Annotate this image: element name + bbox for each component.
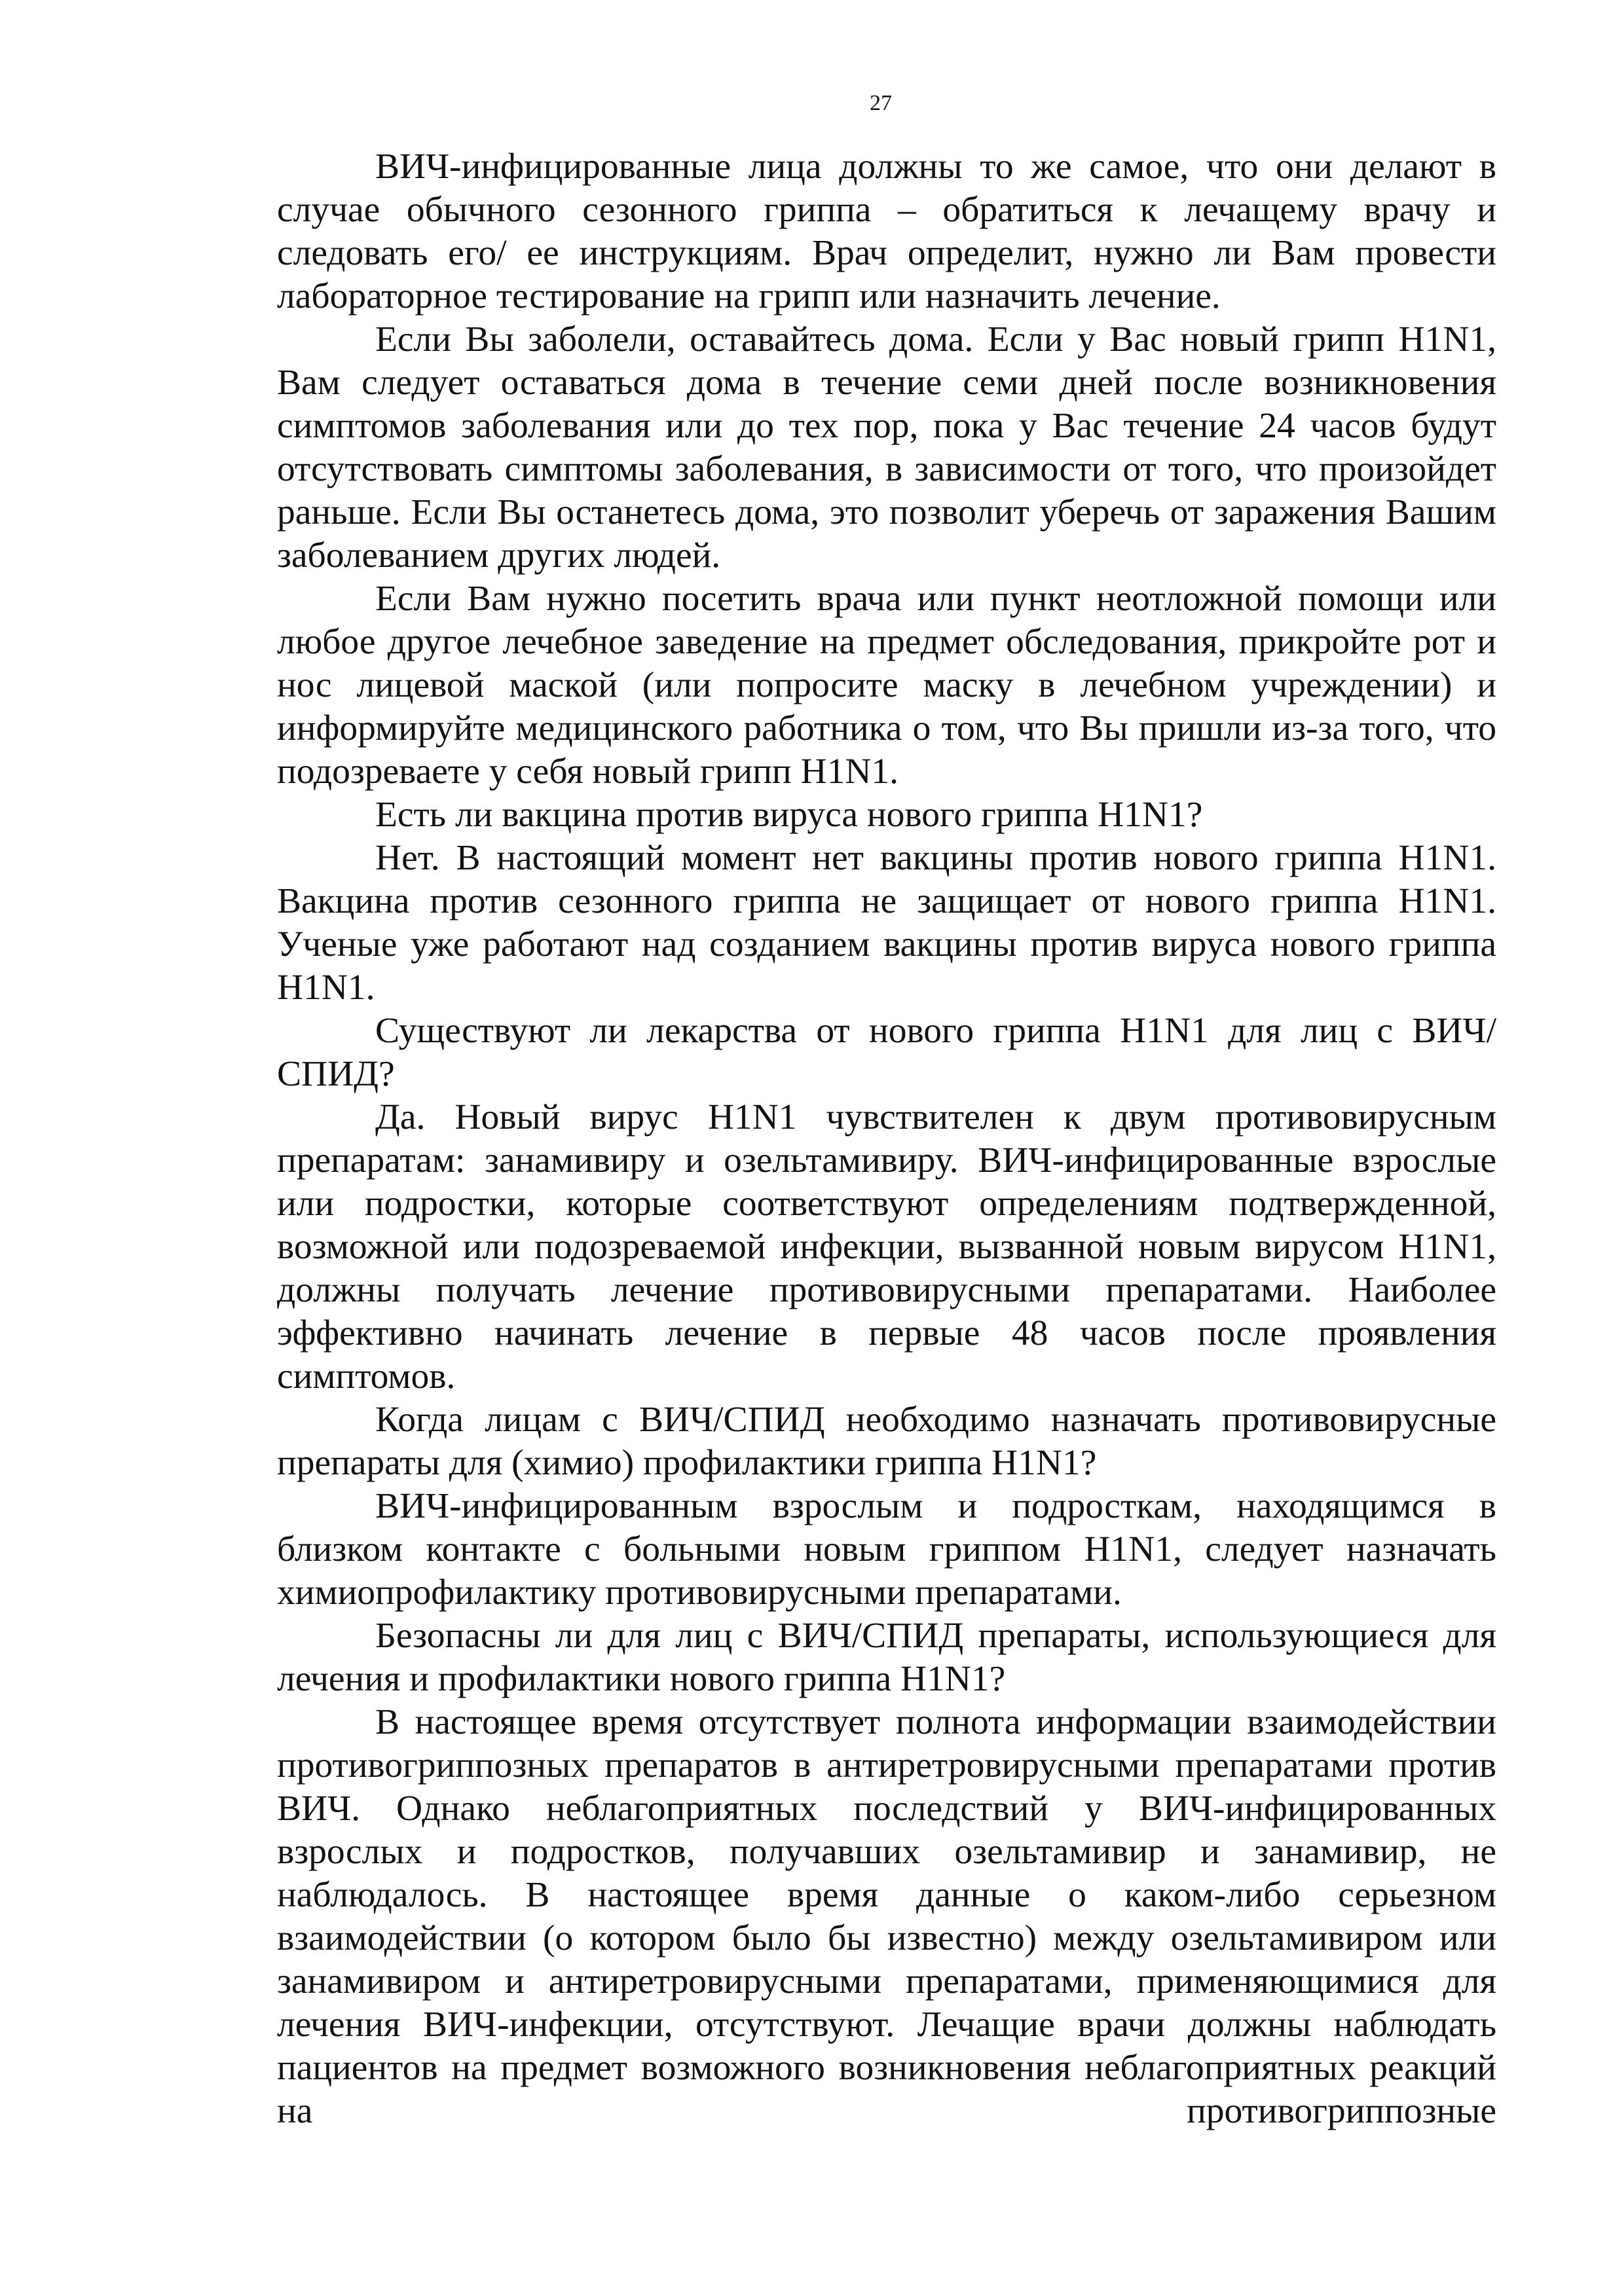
paragraph-visit-doctor: Если Вам нужно посетить врача или пункт неотложной помощи или любое другое лечебное заведение на предмет обследования, прикройте рот и нос лицевой маской (или попросите маску в лечебном учреждении) и информируйте медицинского работника о том, что Вы пришли из-за того, что подозреваете у себя новый грипп H1N1. xyxy=(277,579,1496,792)
page-number: 27 xyxy=(870,91,892,115)
answer-medicines: Да. Новый вирус H1N1 чувствителен к двум противовирусным препаратам: занамивиру и озельтамивиру. ВИЧ-инфицированные взрослые или подростки, которые соответствуют определениям подтвержденной, возможной или подозреваемой инфекции, вызванной новым вирусом H1N1, должны получать лечение противовирусными препаратами. Наиболее эффективно начинать лечение в первые 48 часов после проявления симптомов. xyxy=(277,1097,1496,1396)
answer-prophylaxis: ВИЧ-инфицированным взрослым и подросткам, находящимся в близком контакте с больными новым гриппом H1N1, следует назначать химиопрофилактику противовирусными препаратами. xyxy=(277,1486,1496,1613)
question-safety: Безопасны ли для лиц с ВИЧ/СПИД препараты, использующиеся для лечения и профилактики нового гриппа H1N1? xyxy=(277,1616,1496,1699)
paragraph-hiv-flu-advice: ВИЧ-инфицированные лица должны то же самое, что они делают в случае обычного сезонного гриппа – обратиться к лечащему врачу и следовать его/ ее инструкциям. Врач определит, нужно ли Вам провести лабораторное тестирование на грипп или назначить лечение. xyxy=(277,147,1496,316)
paragraph-stay-home: Если Вы заболели, оставайтесь дома. Если у Вас новый грипп H1N1, Вам следует оставаться дома в течение семи дней после возникновения симптомов заболевания или до тех пор, пока у Вас течение 24 часов будут отсутствовать симптомы заболевания, в зависимости от того, что произойдет раньше. Если Вы останетесь дома, это позволит уберечь от заражения Вашим заболеванием других людей. xyxy=(277,319,1496,575)
answer-safety: В настоящее время отсутствует полнота информации взаимодействии противогриппозных препаратов в антиретровирусными препаратами против ВИЧ. Однако неблагоприятных последствий у ВИЧ-инфицированных взрослых и подростков, получавших озельтамивир и занамивир, не наблюдалось. В настоящее время данные о каком-либо серьезном взаимодействии (о котором было бы известно) между озельтамивиром или занамивиром и антиретровирусными препаратами, применяющимися для лечения ВИЧ-инфекции, отсутствуют. Лечащие врачи должны наблюдать пациентов на предмет возможного возникновения неблагоприятных реакций на противогриппозные xyxy=(277,1702,1496,2131)
answer-vaccine: Нет. В настоящий момент нет вакцины против нового гриппа H1N1. Вакцина против сезонного гриппа не защищает от нового гриппа H1N1. Ученые уже работают над созданием вакцины против вируса нового гриппа H1N1. xyxy=(277,838,1496,1008)
question-vaccine: Есть ли вакцина против вируса нового гриппа H1N1? xyxy=(375,795,1203,835)
question-prophylaxis: Когда лицам с ВИЧ/СПИД необходимо назначать противовирусные препараты для (химио) профилактики гриппа H1N1? xyxy=(277,1400,1496,1483)
question-medicines: Существуют ли лекарства от нового гриппа H1N1 для лиц с ВИЧ/СПИД? xyxy=(277,1011,1496,1094)
document-body xyxy=(277,145,1496,2133)
